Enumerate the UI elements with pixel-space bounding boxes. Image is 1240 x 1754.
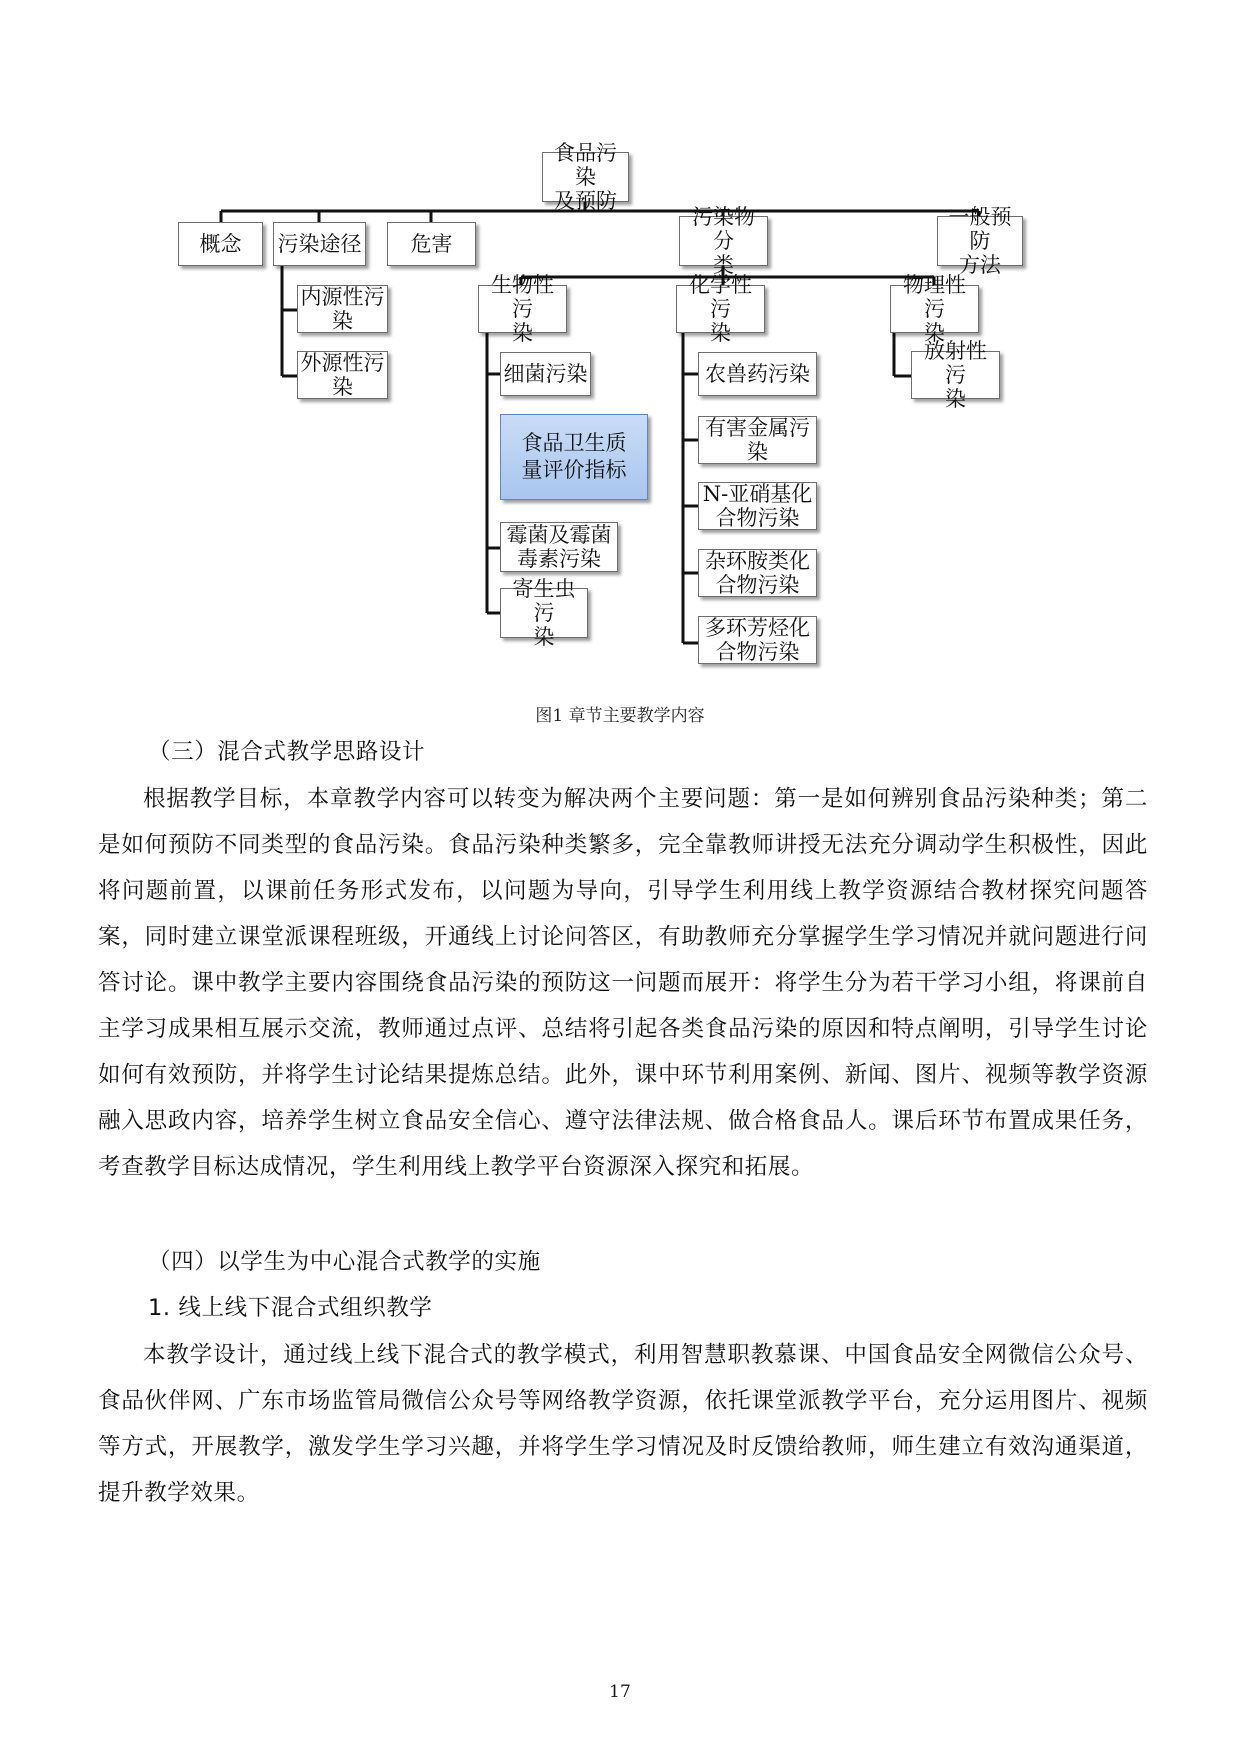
node-biological <box>478 273 567 345</box>
node-label: 污染途径 <box>277 232 362 256</box>
node-label: 内源性污 染 <box>300 285 385 333</box>
heading-3: （三）混合式教学思路设计 <box>148 739 426 765</box>
node-label: 化学性污 染 <box>689 273 752 345</box>
node-label: 危害 <box>410 232 453 256</box>
node-hygiene-index <box>500 414 648 500</box>
node-classification <box>679 205 768 277</box>
node-prevention <box>937 205 1023 277</box>
node-label: 生物性污 染 <box>491 273 554 345</box>
node-label: 寄生虫污 染 <box>512 577 576 649</box>
paragraph-2: 本教学设计，通过线上线下混合式的教学模式，利用智慧职教慕课、中国食品安全网微信公众号、食品伙伴网、广东市场监管局微信公众号等网络教学资源，依托课堂派教学平台，充分运用图片、视频等方式，开展教学，激发学生学习兴趣，并将学生学习情况及时反馈给教师，师生建立有效沟通渠道，提升教学效果。 <box>98 1342 1148 1506</box>
node-label: 一般预防 方法 <box>948 205 1012 277</box>
node-mold <box>500 522 618 572</box>
page-number: 17 <box>609 1682 631 1702</box>
node-concept <box>178 222 263 266</box>
node-label: N-亚硝基化 合物污染 <box>702 482 813 530</box>
node-label: 有害金属污 染 <box>705 416 810 464</box>
node-label: 外源性污 染 <box>300 351 385 399</box>
node-pesticide <box>698 352 817 396</box>
node-label: 污染物分 类 <box>692 205 755 277</box>
node-harm <box>387 222 476 266</box>
node-polycyclic <box>698 616 817 664</box>
content-tree-diagram <box>0 0 1240 700</box>
heading-4: （四）以学生为中心混合式教学的实施 <box>148 1249 541 1275</box>
node-exogenous <box>297 351 388 399</box>
node-label: 霉菌及霉菌 毒素污染 <box>506 523 612 571</box>
node-physical <box>890 273 979 345</box>
node-route <box>273 222 366 266</box>
node-root <box>542 141 629 213</box>
node-label: 食品卫生质 量评价指标 <box>521 431 627 482</box>
node-parasite <box>500 577 588 649</box>
connector-lines <box>0 0 1240 700</box>
node-label: 概念 <box>199 232 242 256</box>
node-label: 杂环胺类化 合物污染 <box>705 549 810 597</box>
figure-caption: 图1 章节主要教学内容 <box>535 706 705 726</box>
node-endogenous <box>297 285 388 333</box>
node-label: 农兽药污染 <box>705 362 810 386</box>
node-label: 放射性污 染 <box>924 339 987 411</box>
node-bacteria <box>500 352 591 396</box>
node-nitroso <box>698 482 817 530</box>
node-label: 食品污染 及预防 <box>554 141 617 213</box>
node-heavy-metal <box>698 416 817 464</box>
node-label: 物理性污 染 <box>903 273 966 345</box>
paragraph-1: 根据教学目标，本章教学内容可以转变为解决两个主要问题：第一是如何辨别食品污染种类；第二是如何预防不同类型的食品污染。食品污染种类繁多，完全靠教师讲授无法充分调动学生积极性，因此将问题前置，以课前任务形式发布，以问题为导向，引导学生利用线上教学资源结合教材探究问题答案，同时建立课堂派课程班级，开通线上讨论问答区，有助教师充分掌握学生学习情况并就问题进行问答讨论。课中教学主要内容围绕食品污染的预防这一问题而展开：将学生分为若干学习小组，将课前自主学习成果相互展示交流，教师通过点评、总结将引起各类食品污染的原因和特点阐明，引导学生讨论如何有效预防，并将学生讨论结果提炼总结。此外，课中环节利用案例、新闻、图片、视频等教学资源融入思政内容，培养学生树立食品安全信心、遵守法律法规、做合格食品人。课后环节布置成果任务，考查教学目标达成情况，学生利用线上教学平台资源深入探究和拓展。 <box>98 786 1148 1180</box>
node-radioactive <box>911 339 1000 411</box>
node-chemical <box>676 273 765 345</box>
node-heterocyclic <box>698 549 817 597</box>
node-label: 细菌污染 <box>503 362 588 386</box>
subheading-1: 1. 线上线下混合式组织教学 <box>148 1295 433 1321</box>
node-label: 多环芳烃化 合物污染 <box>705 616 810 664</box>
